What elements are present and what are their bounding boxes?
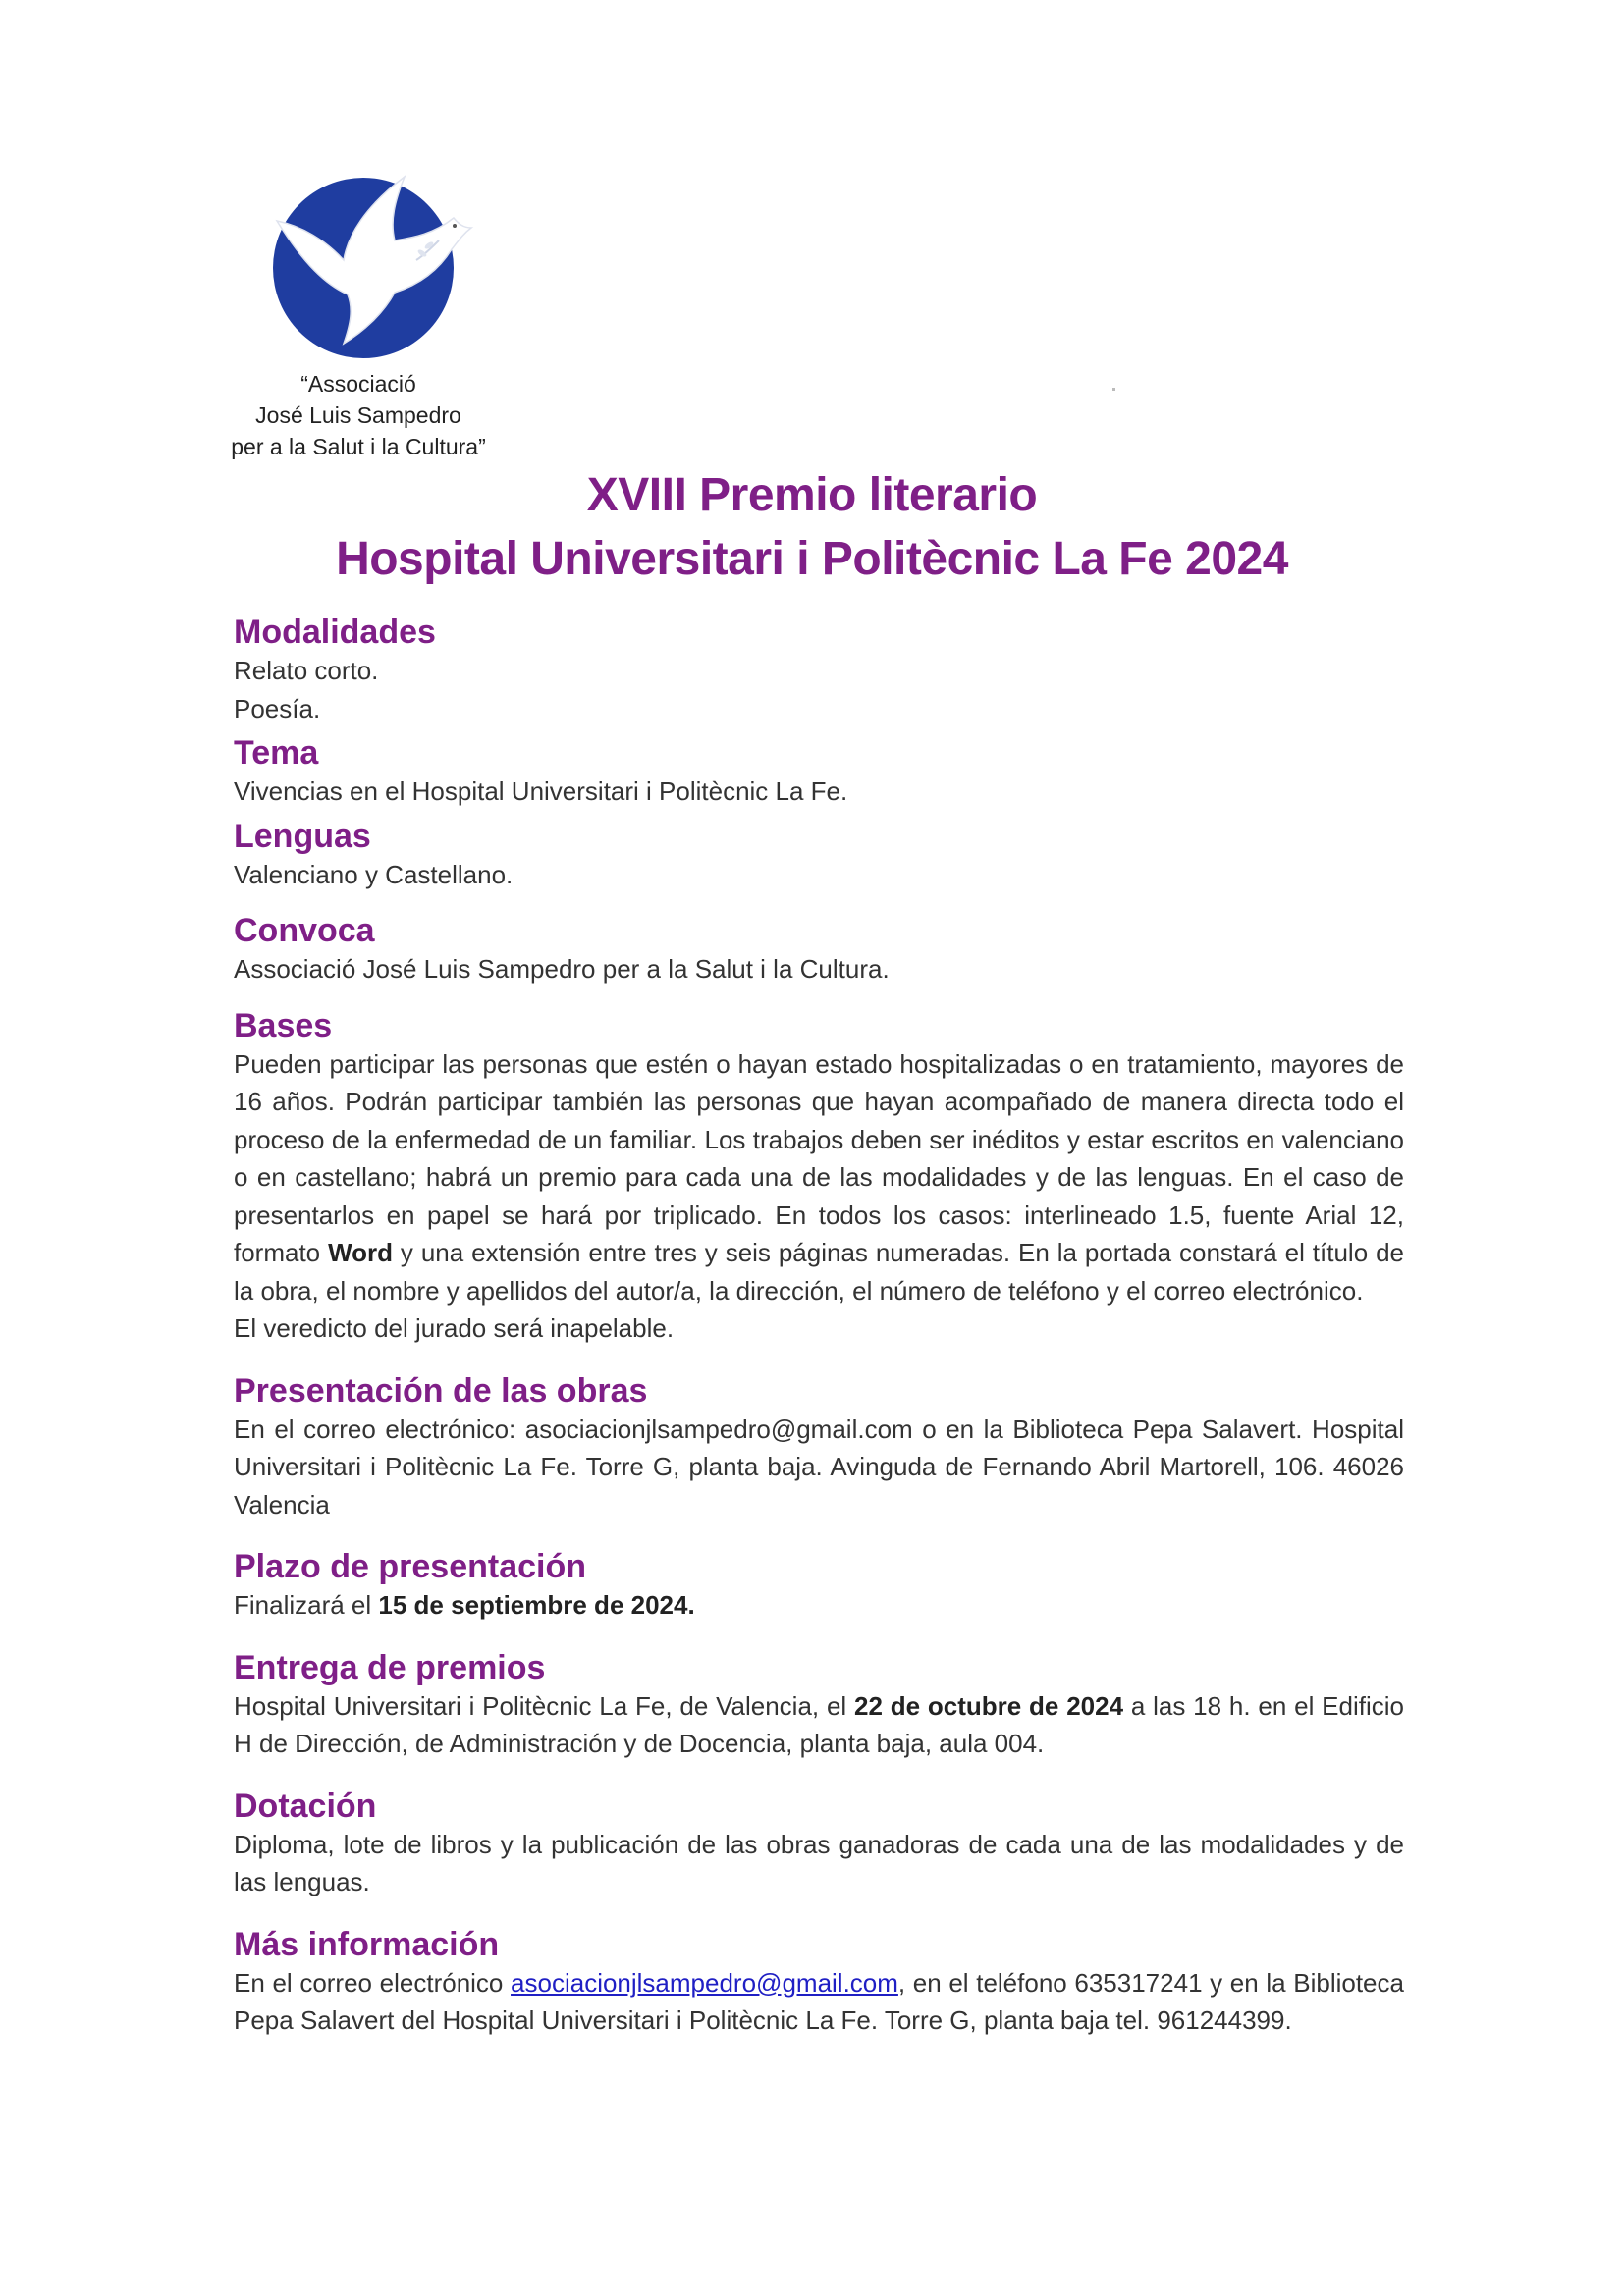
dove-logo-icon <box>257 167 483 373</box>
section-lenguas <box>234 817 1404 894</box>
section-text <box>234 1045 1404 1310</box>
section-heading: Plazo de presentación <box>234 1548 586 1585</box>
section-heading: Lenguas <box>234 817 371 855</box>
bases-text: Pueden participar las personas que estén o hayan estado hospitalizadas o en tratamiento, mayores de 16 años. Podrán participar también las personas que hayan acompañado de manera directa todo el proceso de la enfermedad de un familiar. Los trabajos deben ser inéditos y estar escritos en valenciano o en castellano; habrá un premio para cada una de las modalidades y de las lenguas. En el caso de presentarlos en papel se hará por triplicado. En todos los casos: interlineado 1.5, fuente Arial 12, formato <box>234 1048 1404 1267</box>
section-text: Diploma, lote de libros y la publicación de las obras ganadoras de cada una de las modalidades y de las lenguas. <box>234 1829 1404 1896</box>
association-name-line: per a la Salut i la Cultura” <box>231 434 486 459</box>
section-heading: Tema <box>234 734 319 772</box>
section-modalidades <box>234 613 1404 727</box>
entrega-bold-text: 22 de octubre de 2024 <box>854 1690 1124 1721</box>
section-dotacion <box>234 1787 1404 1901</box>
section-text: Poesía. <box>234 693 321 723</box>
section-mas-informacion <box>234 1925 1404 2040</box>
bases-text: y una extensión entre tres y seis páginas numeradas. En la portada constará el título de la obra, el nombre y apellidos del autor/a, la dirección, el número de teléfono y el correo electrónico. <box>234 1238 1404 1306</box>
section-heading: Convoca <box>234 912 375 949</box>
section-text <box>234 1586 1404 1625</box>
mas-info-text: , en el teléfono 635317241 y en la Biblioteca Pepa Salavert del Hospital Universitari i Politècnic La Fe. Torre G, planta baja tel. 961244399. <box>234 1967 1404 2035</box>
section-text: Vivencias en el Hospital Universitari i Politècnic La Fe. <box>234 776 848 806</box>
section-convoca <box>234 911 1404 988</box>
section-tema <box>234 733 1404 811</box>
plazo-bold-text: 15 de septiembre de 2024. <box>378 1590 695 1620</box>
section-text <box>234 1964 1404 2040</box>
plazo-text: Finalizará el <box>234 1590 379 1620</box>
section-text: Relato corto. <box>234 656 379 685</box>
section-heading: Modalidades <box>234 614 436 651</box>
section-text: El veredicto del jurado será inapelable. <box>234 1313 675 1343</box>
association-name-line: José Luis Sampedro <box>255 402 461 428</box>
entrega-text: a las 18 h. en el Edificio H de Dirección, de Administración y de Docencia, planta baja, aula 004. <box>234 1690 1405 1758</box>
section-plazo <box>234 1547 1404 1625</box>
section-bases <box>234 1006 1404 1348</box>
section-presentacion <box>234 1371 1404 1524</box>
section-entrega <box>234 1648 1404 1763</box>
main-content <box>234 613 1404 2040</box>
entrega-text: Hospital Universitari i Politècnic La Fe, de Valencia, el <box>234 1690 854 1721</box>
section-heading: Entrega de premios <box>234 1648 546 1686</box>
section-text <box>234 1687 1404 1763</box>
section-heading: Dotación <box>234 1787 377 1825</box>
association-name-line: “Associació <box>300 371 416 397</box>
page-title-line-1: XVIII Premio literario <box>586 469 1038 521</box>
bases-bold-text: Word <box>328 1238 394 1267</box>
section-text: Associació José Luis Sampedro per a la Salut i la Cultura. <box>234 954 890 984</box>
section-heading: Bases <box>234 1006 333 1044</box>
section-heading: Presentación de las obras <box>234 1371 648 1410</box>
section-heading: Más información <box>234 1925 500 1963</box>
section-text: Valenciano y Castellano. <box>234 859 514 889</box>
decorative-dot <box>1112 388 1115 391</box>
mas-info-text: En el correo electrónico <box>234 1967 512 1998</box>
section-text: En el correo electrónico: asociacionjlsampedro@gmail.com o en la Biblioteca Pepa Salavert. Hospital Universitari i Politècnic La Fe. Torre G, planta baja. Avinguda de Fernando Abril Martorell, 106. 46026 Valencia <box>234 1414 1404 1520</box>
email-link[interactable]: asociacionjlsampedro@gmail.com <box>511 1967 898 1998</box>
page-title-line-2: Hospital Universitari i Politècnic La Fe 2024 <box>336 533 1288 585</box>
association-name <box>177 368 540 462</box>
